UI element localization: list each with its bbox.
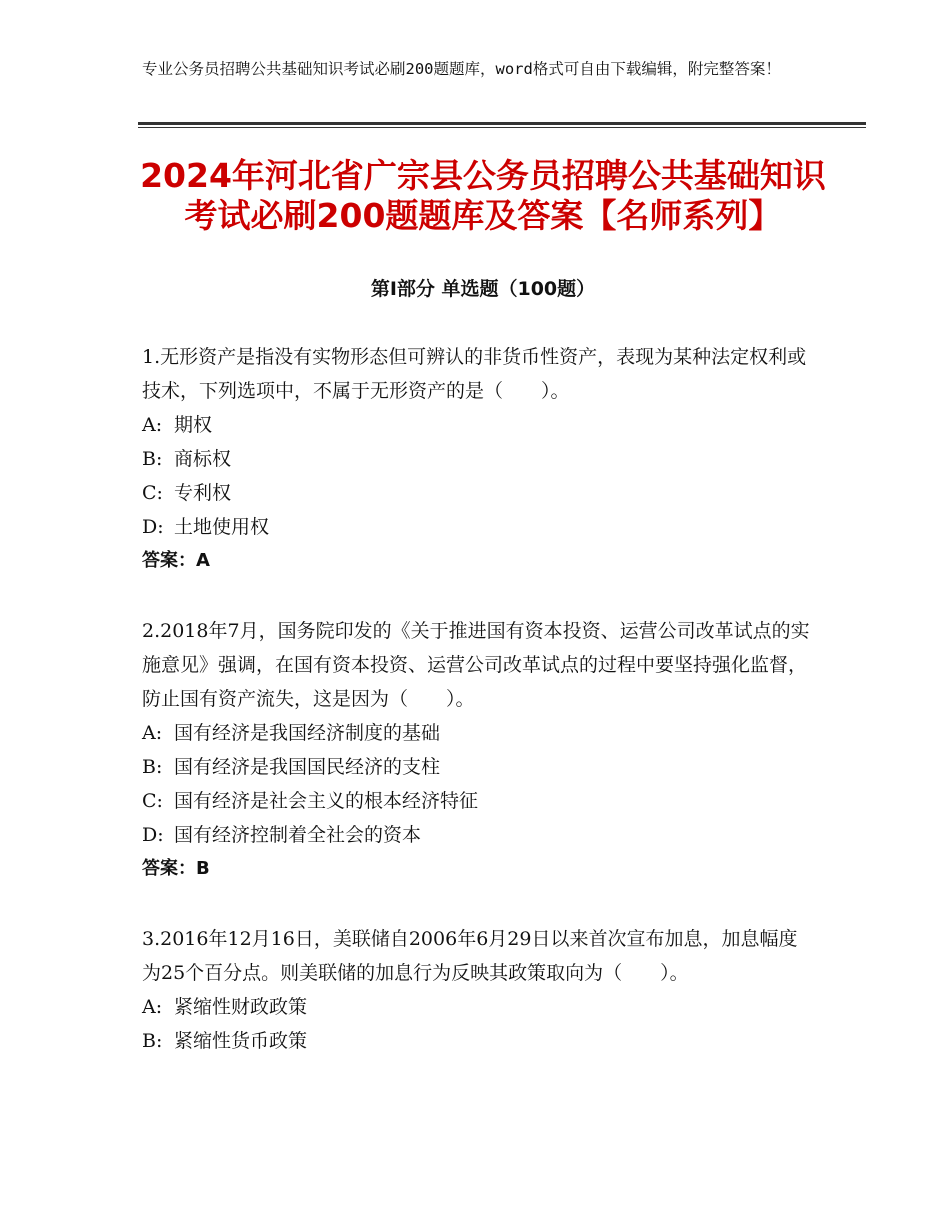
answer-prefix: 答案： — [142, 550, 196, 571]
option-text: 专利权 — [174, 482, 232, 504]
question-stem: 3.2016年12月16日，美联储自2006年6月29日以来首次宣布加息，加息幅度为25个百分点。则美联储的加息行为反映其政策取向为（ ）。 — [142, 928, 798, 984]
question-option — [142, 408, 814, 442]
option-text: 国有经济是我国经济制度的基础 — [174, 722, 441, 744]
section-title: 第Ⅰ部分 单选题（100题） — [370, 278, 596, 300]
header-rule-thin — [138, 127, 866, 128]
option-letter: C: — [142, 482, 163, 504]
question-item — [142, 340, 814, 578]
option-text: 国有经济控制着全社会的资本 — [174, 824, 422, 846]
answer-value: A — [196, 550, 210, 571]
answer-line — [142, 544, 814, 578]
option-letter: D: — [142, 824, 164, 846]
option-text: 国有经济是我国国民经济的支柱 — [174, 756, 441, 778]
option-letter: B: — [142, 448, 163, 470]
question-item — [142, 922, 814, 1058]
option-text: 紧缩性财政政策 — [174, 996, 308, 1018]
option-text: 期权 — [174, 414, 213, 436]
document-title: 2024年河北省广宗县公务员招聘公共基础知识考试必刷200题题库及答案【名师系列】 — [140, 156, 826, 235]
question-stem: 1.无形资产是指没有实物形态但可辨认的非货币性资产，表现为某种法定权利或技术，下列选项中，不属于无形资产的是（ ）。 — [142, 346, 807, 402]
option-letter: D: — [142, 516, 164, 538]
option-letter: C: — [142, 790, 163, 812]
option-text: 土地使用权 — [174, 516, 270, 538]
question-option — [142, 442, 814, 476]
question-option — [142, 476, 814, 510]
option-text: 商标权 — [174, 448, 232, 470]
question-stem: 2.2018年7月，国务院印发的《关于推进国有资本投资、运营公司改革试点的实施意见》强调，在国有资本投资、运营公司改革试点的过程中要坚持强化监督，防止国有资产流失，这是因为（ ）。 — [142, 620, 810, 710]
question-option — [142, 750, 814, 784]
option-letter: B: — [142, 1030, 163, 1052]
question-option — [142, 716, 814, 750]
header-note: 专业公务员招聘公共基础知识考试必刷200题题库，word格式可自由下载编辑，附完整答案！ — [142, 60, 781, 78]
question-list — [142, 340, 814, 1094]
option-text: 紧缩性货币政策 — [174, 1030, 308, 1052]
option-letter: A: — [142, 414, 163, 436]
question-option — [142, 990, 814, 1024]
option-letter: A: — [142, 722, 163, 744]
option-text: 国有经济是社会主义的根本经济特征 — [174, 790, 479, 812]
answer-value: B — [196, 858, 210, 879]
answer-line — [142, 852, 814, 886]
answer-prefix: 答案： — [142, 858, 196, 879]
question-option — [142, 784, 814, 818]
option-letter: B: — [142, 756, 163, 778]
question-item — [142, 614, 814, 886]
header-rule-thick — [138, 122, 866, 125]
option-letter: A: — [142, 996, 163, 1018]
question-option — [142, 818, 814, 852]
question-option — [142, 1024, 814, 1058]
question-option — [142, 510, 814, 544]
